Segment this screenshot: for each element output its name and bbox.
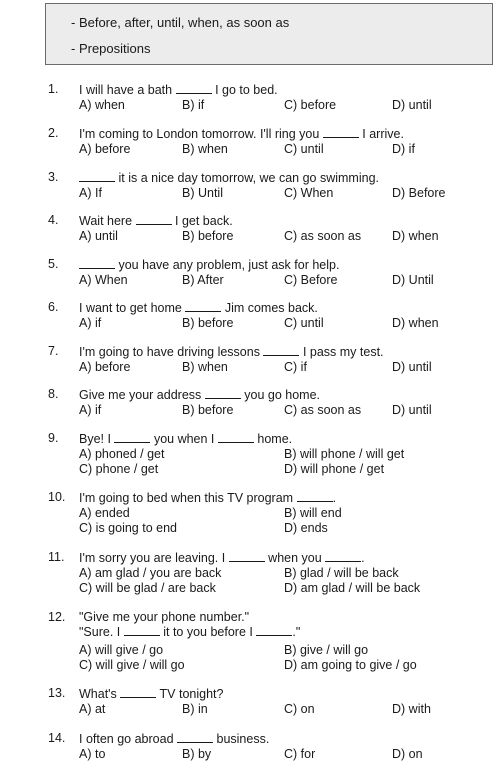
option-a: A) if <box>79 316 102 330</box>
answer-blank <box>256 624 292 636</box>
question-number: 13. <box>48 686 66 700</box>
answer-blank <box>297 490 333 502</box>
topic-line: - Prepositions <box>71 41 151 56</box>
option-a: A) ended <box>79 506 130 520</box>
option-a: A) when <box>79 98 125 112</box>
answer-blank <box>323 126 359 138</box>
option-b: B) before <box>182 403 234 417</box>
option-c: C) will be glad / are back <box>79 581 216 595</box>
option-a: A) until <box>79 229 118 243</box>
question-stem-line1: "Give me your phone number." <box>79 610 250 624</box>
option-d: D) until <box>392 360 432 374</box>
question-stem: I'm going to have driving lessons I pass my test. <box>79 345 384 359</box>
question-number: 2. <box>48 126 59 140</box>
option-b: B) glad / will be back <box>284 566 399 580</box>
question-stem: What's TV tonight? <box>79 687 224 701</box>
option-a: A) When <box>79 273 128 287</box>
answer-blank <box>263 344 299 356</box>
question-stem: Wait here I get back. <box>79 214 233 228</box>
option-b: B) will end <box>284 506 342 520</box>
answer-blank <box>325 550 361 562</box>
topic-line: - Before, after, until, when, as soon as <box>71 15 290 30</box>
option-c: C) before <box>284 98 337 112</box>
question-number: 1. <box>48 82 59 96</box>
question-stem: I will have a bath I go to bed. <box>79 83 278 97</box>
option-c: C) until <box>284 316 324 330</box>
option-c: C) for <box>284 747 316 761</box>
option-d: D) when <box>392 229 439 243</box>
answer-blank <box>136 213 172 225</box>
question-stem: I'm going to bed when this TV program . <box>79 491 337 505</box>
question-number: 4. <box>48 213 59 227</box>
option-a: A) am glad / you are back <box>79 566 222 580</box>
option-d: D) am going to give / go <box>284 658 417 672</box>
answer-blank <box>176 82 212 94</box>
topics-box <box>45 3 493 65</box>
option-c: C) as soon as <box>284 229 362 243</box>
question-stem: you have any problem, just ask for help. <box>79 257 339 273</box>
option-d: D) until <box>392 98 432 112</box>
option-c: C) as soon as <box>284 403 362 417</box>
option-b: B) After <box>182 273 224 287</box>
option-c: C) until <box>284 142 324 156</box>
option-b: B) if <box>182 98 205 112</box>
question-stem: I'm sorry you are leaving. I when you . <box>79 551 365 565</box>
question-stem: "Sure. I it to you before I ." <box>79 625 301 639</box>
option-a: A) before <box>79 142 131 156</box>
option-d: D) with <box>392 702 431 716</box>
question-stem: Give me your address you go home. <box>79 388 320 402</box>
option-a: A) before <box>79 360 131 374</box>
question-number: 7. <box>48 344 59 358</box>
option-b: B) Until <box>182 186 223 200</box>
option-d: D) Until <box>392 273 434 287</box>
answer-blank <box>79 170 115 182</box>
option-b: B) by <box>182 747 212 761</box>
option-a: A) will give / go <box>79 643 164 657</box>
question-number: 6. <box>48 300 59 314</box>
question-number: 9. <box>48 431 59 445</box>
option-c: C) will give / will go <box>79 658 185 672</box>
answer-blank <box>114 431 150 443</box>
answer-blank <box>177 731 213 743</box>
answer-blank <box>205 387 241 399</box>
option-d: D) will phone / get <box>284 462 385 476</box>
option-d: D) am glad / will be back <box>284 581 421 595</box>
question-stem: it is a nice day tomorrow, we can go swimming. <box>79 170 379 186</box>
question-stem: I want to get home Jim comes back. <box>79 301 318 315</box>
question-number: 5. <box>48 257 59 271</box>
option-d: D) until <box>392 403 432 417</box>
option-b: B) when <box>182 360 228 374</box>
answer-blank <box>79 257 115 269</box>
option-a: A) if <box>79 403 102 417</box>
question-number: 8. <box>48 387 59 401</box>
answer-blank <box>218 431 254 443</box>
option-c: C) if <box>284 360 307 374</box>
option-b: B) before <box>182 316 234 330</box>
question-number: 14. <box>48 731 66 745</box>
question-stem: I'm coming to London tomorrow. I'll ring you I arrive. <box>79 127 404 141</box>
option-d: D) when <box>392 316 439 330</box>
question-stem: I often go abroad business. <box>79 732 270 746</box>
option-d: D) Before <box>392 186 446 200</box>
option-b: B) will phone / will get <box>284 447 405 461</box>
option-b: B) give / will go <box>284 643 369 657</box>
option-a: A) phoned / get <box>79 447 165 461</box>
option-b: B) in <box>182 702 208 716</box>
option-a: A) to <box>79 747 106 761</box>
option-b: B) before <box>182 229 234 243</box>
option-c: C) When <box>284 186 334 200</box>
option-c: C) phone / get <box>79 462 159 476</box>
option-a: A) at <box>79 702 106 716</box>
option-d: D) if <box>392 142 415 156</box>
question-stem: Bye! I you when I home. <box>79 432 293 446</box>
question-number: 11. <box>48 550 65 564</box>
option-d: D) ends <box>284 521 328 535</box>
option-c: C) is going to end <box>79 521 177 535</box>
question-number: 3. <box>48 170 59 184</box>
option-a: A) If <box>79 186 102 200</box>
answer-blank <box>124 624 160 636</box>
answer-blank <box>120 686 156 698</box>
option-d: D) on <box>392 747 423 761</box>
option-b: B) when <box>182 142 228 156</box>
question-number: 12. <box>48 610 66 624</box>
answer-blank <box>185 300 221 312</box>
answer-blank <box>229 550 265 562</box>
option-c: C) Before <box>284 273 338 287</box>
question-number: 10. <box>48 490 66 504</box>
option-c: C) on <box>284 702 315 716</box>
